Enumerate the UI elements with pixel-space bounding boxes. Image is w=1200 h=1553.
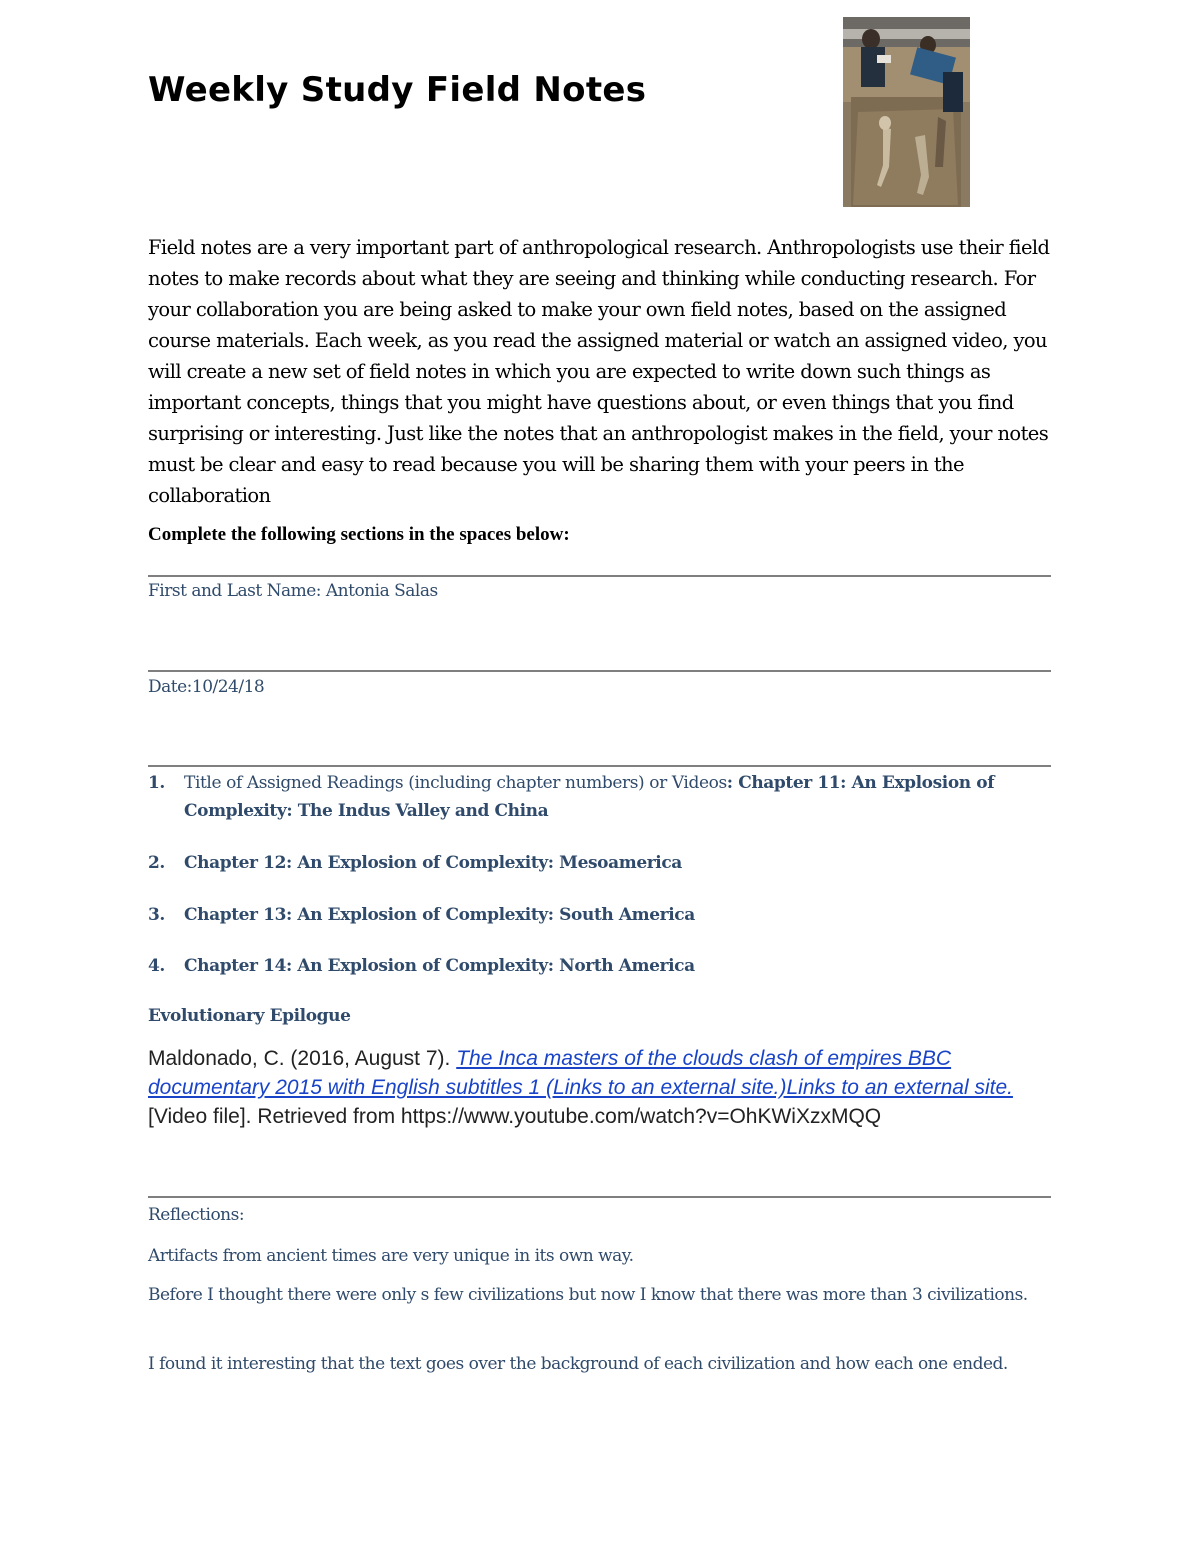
divider-line [148, 765, 1051, 767]
citation-suffix: [Video file]. Retrieved from https://www.youtube.com/watch?v=OhKWiXzxMQQ [148, 1105, 882, 1128]
list-item [148, 952, 1048, 980]
list-number: 2. [148, 853, 165, 873]
section-instruction: Complete the following sections in the spaces below: [148, 524, 570, 545]
list-number: 3. [148, 905, 165, 925]
citation-prefix: Maldonado, C. (2016, August 7). [148, 1047, 457, 1070]
video-citation [148, 1044, 1028, 1131]
epilogue-heading: Evolutionary Epilogue [148, 1006, 351, 1026]
list-number: 4. [148, 956, 165, 976]
list-item [148, 849, 1048, 877]
chapter-title: Chapter 14: An Explosion of Complexity: North America [184, 956, 695, 976]
video-link[interactable]: The Inca masters of the clouds clash of empires BBC documentary 2015 with English subtitles 1 (Links to an external site.)Links to an external site. [148, 1047, 1013, 1099]
readings-label: Title of Assigned Readings (including chapter numbers) or Videos [184, 773, 727, 793]
reflection-paragraph: Artifacts from ancient times are very unique in its own way. [148, 1246, 634, 1266]
chapter-title: Chapter 11: An Explosion of Complexity: The Indus Valley and China [184, 773, 995, 821]
chapter-title: Chapter 12: An Explosion of Complexity: Mesoamerica [184, 853, 682, 873]
chapter-title: Chapter 13: An Explosion of Complexity: South America [184, 905, 695, 925]
divider-line [148, 670, 1051, 672]
list-item [148, 901, 1048, 929]
excavation-photo [843, 17, 970, 207]
readings-colon: : [726, 773, 733, 793]
list-text [184, 769, 1048, 825]
list-item [148, 769, 1048, 825]
reflections-heading: Reflections: [148, 1205, 245, 1225]
name-field: First and Last Name: Antonia Salas [148, 581, 438, 601]
date-field: Date:10/24/18 [148, 677, 265, 697]
list-number: 1. [148, 773, 165, 793]
intro-paragraph: Field notes are a very important part of anthropological research. Anthropologists use their field notes to make records about what they are seeing and thinking while conducting research. For your collaboration you are being asked to make your own field notes, based on the assigned course materials. Each week, as you read the assigned material or watch an assigned video, you will create a new set of field notes in which you are expected to write down such things as important concepts, things that you might have questions about, or even things that you find surprising or interesting. Just like the notes that an anthropologist makes in the field, your notes must be clear and easy to read because you will be sharing them with your peers in the collaboration [148, 236, 1050, 507]
reflection-paragraph: I found it interesting that the text goes over the background of each civilization and how each one ended. [148, 1354, 1008, 1374]
reflection-paragraph: Before I thought there were only s few civilizations but now I know that there was more than 3 civilizations. [148, 1285, 1028, 1305]
divider-line [148, 575, 1051, 577]
page-title: Weekly Study Field Notes [148, 70, 647, 110]
divider-line [148, 1196, 1051, 1198]
